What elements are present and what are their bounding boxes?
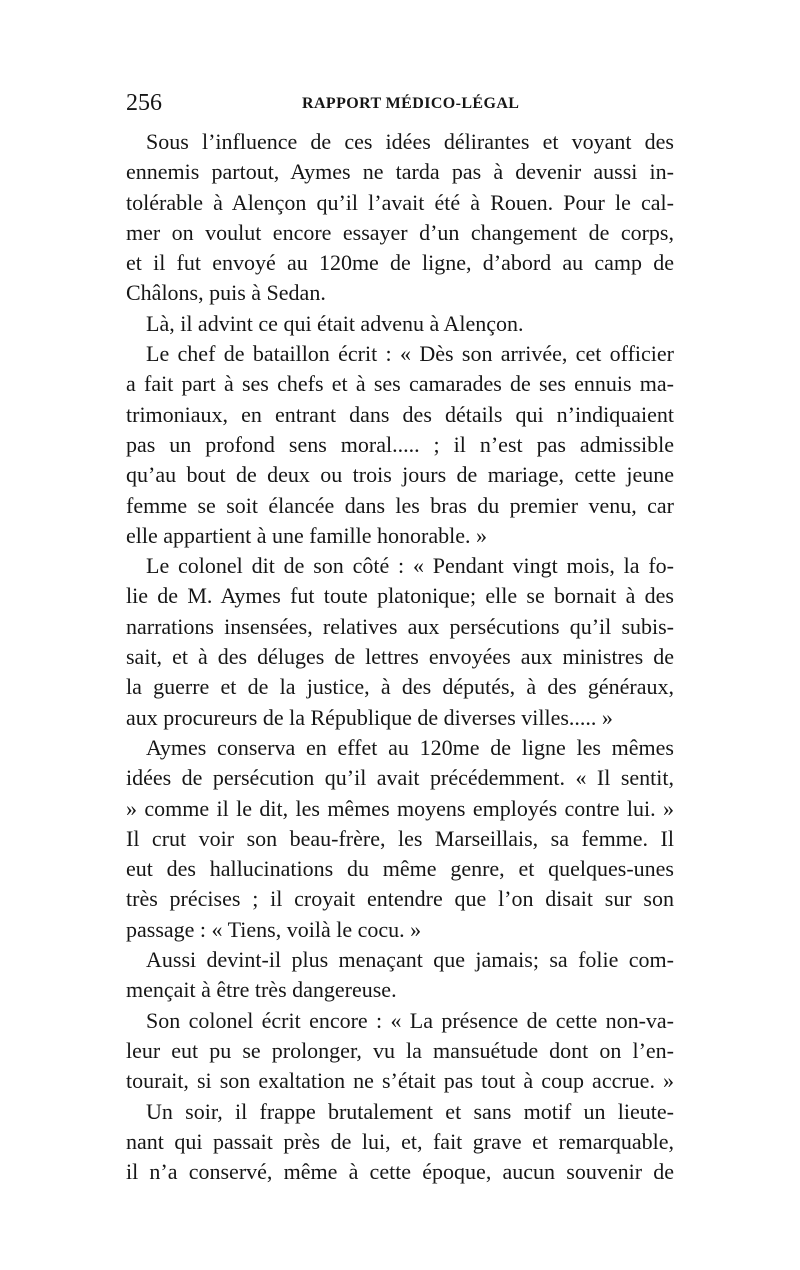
text-line: eut des hallucinations du même genre, et quelques-unes	[126, 856, 674, 882]
text-line: Il crut voir son beau-frère, les Marseillais, sa femme. Il	[126, 825, 674, 851]
text-line: Son colonel écrit encore : « La présence de cette non-va-	[146, 1007, 674, 1033]
text-line: femme se soit élancée dans les bras du premier venu, car	[126, 492, 674, 518]
text-line: Le chef de bataillon écrit : « Dès son arrivée, cet officier	[146, 341, 674, 367]
text-line: elle appartient à une famille honorable. »	[126, 522, 488, 548]
text-line: » comme il le dit, les mêmes moyens employés contre lui. »	[126, 795, 674, 821]
text-line: trimoniaux, en entrant dans des détails qui n’indiquaient	[126, 401, 674, 427]
text-line: Sous l’influence de ces idées délirantes et voyant des	[146, 129, 674, 154]
text-line: idées de persécution qu’il avait précédemment. « Il sentit,	[126, 765, 674, 791]
text-line: et il fut envoyé au 120me de ligne, d’abord au camp de	[126, 250, 674, 276]
text-line: mençait à être très dangereuse.	[126, 977, 397, 1003]
text-line: Là, il advint ce qui était advenu à Alençon.	[146, 310, 524, 336]
text-line: qu’au bout de deux ou trois jours de mariage, cette jeune	[126, 462, 674, 488]
text-line: Un soir, il frappe brutalement et sans motif un lieute-	[146, 1098, 674, 1124]
text-line: Le colonel dit de son côté : « Pendant vingt mois, la fo-	[146, 553, 674, 579]
text-line: narrations insensées, relatives aux persécutions qu’il subis-	[126, 613, 674, 639]
text-line: Châlons, puis à Sedan.	[126, 280, 326, 306]
text-line: leur eut pu se prolonger, vu la mansuétude dont on l’en-	[126, 1037, 674, 1063]
text-line: il n’a conservé, même à cette époque, aucun souvenir de	[126, 1159, 674, 1185]
text-line: nant qui passait près de lui, et, fait grave et remarquable,	[126, 1128, 674, 1154]
text-line: tourait, si son exaltation ne s’était pas tout à coup accrue. »	[126, 1068, 674, 1094]
text-line: Aussi devint-il plus menaçant que jamais; sa folie com-	[146, 947, 674, 973]
page-number: 256	[126, 90, 162, 116]
text-line: lie de M. Aymes fut toute platonique; elle se bornait à des	[126, 583, 674, 609]
body-text	[126, 127, 674, 1187]
text-line: aux procureurs de la République de diverses villes..... »	[126, 704, 613, 730]
running-title: RAPPORT MÉDICO-LÉGAL	[302, 95, 520, 112]
text-line: tolérable à Alençon qu’il l’avait été à Rouen. Pour le cal-	[126, 189, 674, 215]
text-line: sait, et à des déluges de lettres envoyées aux ministres de	[126, 644, 674, 670]
text-line: très précises ; il croyait entendre que l’on disait sur son	[126, 886, 674, 912]
text-line: pas un profond sens moral..... ; il n’est pas admissible	[126, 431, 674, 457]
text-line: a fait part à ses chefs et à ses camarades de ses ennuis ma-	[126, 371, 674, 397]
text-line: mer on voulut encore essayer d’un changement de corps,	[126, 219, 674, 245]
text-line: ennemis partout, Aymes ne tarda pas à devenir aussi in-	[126, 159, 674, 185]
text-line: la guerre et de la justice, à des députés, à des généraux,	[126, 674, 674, 700]
text-line: passage : « Tiens, voilà le cocu. »	[126, 916, 422, 942]
text-line: Aymes conserva en effet au 120me de ligne les mêmes	[146, 734, 674, 760]
running-head	[126, 88, 680, 118]
